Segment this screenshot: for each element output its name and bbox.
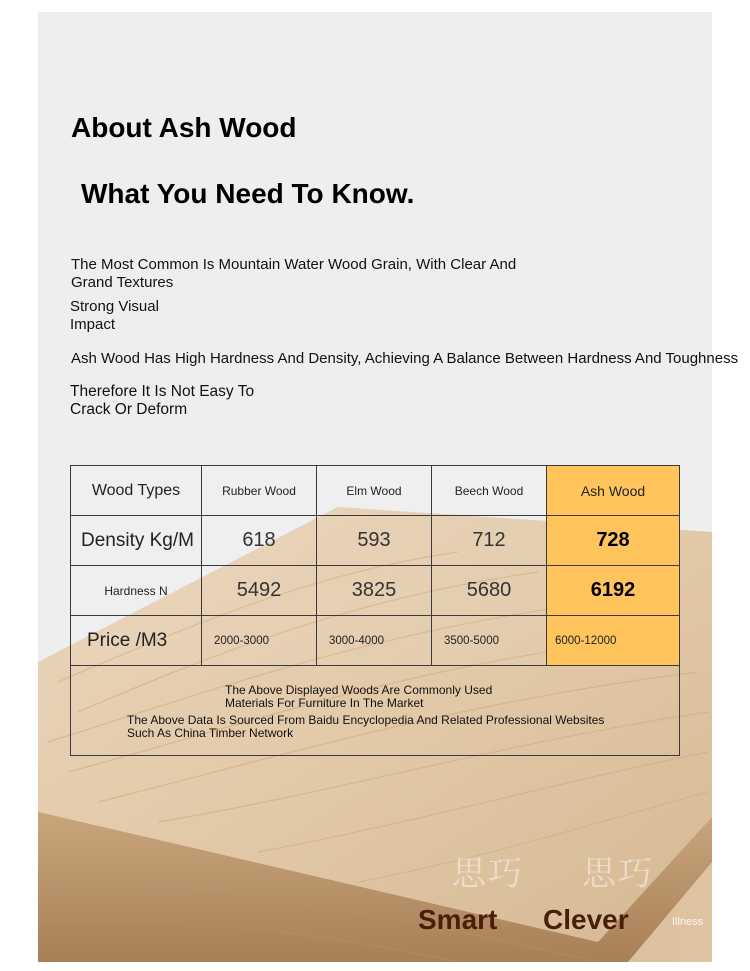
note-common-woods-line1: The Above Displayed Woods Are Commonly Used xyxy=(225,683,493,697)
note-common-woods xyxy=(225,684,492,710)
density-elm: 593 xyxy=(316,515,432,566)
density-ash: 728 xyxy=(546,515,680,566)
table-notes-cell xyxy=(70,665,680,756)
paragraph-grain-line1: The Most Common Is Mountain Water Wood Grain, With Clear And xyxy=(71,256,517,273)
price-beech: 3500-5000 xyxy=(431,615,547,666)
price-elm: 3000-4000 xyxy=(316,615,432,666)
density-beech: 712 xyxy=(431,515,547,566)
watermark-left: 思巧 xyxy=(452,854,524,894)
header-elm-wood: Elm Wood xyxy=(316,465,432,516)
price-ash: 6000-12000 xyxy=(546,615,680,666)
brand-small-text: Illness xyxy=(672,916,704,928)
hardness-ash: 6192 xyxy=(546,565,680,616)
wood-comparison-table xyxy=(70,465,680,756)
row-label-price: Price /M3 xyxy=(70,615,202,666)
price-rubber: 2000-3000 xyxy=(201,615,317,666)
paragraph-visual-line2: Impact xyxy=(70,316,116,333)
row-label-density: Density Kg/M xyxy=(70,515,202,566)
brand-clever: Clever xyxy=(543,904,629,935)
header-ash-wood: Ash Wood xyxy=(546,465,680,516)
page-title: About Ash Wood xyxy=(71,112,297,143)
density-rubber: 618 xyxy=(201,515,317,566)
hardness-elm: 3825 xyxy=(316,565,432,616)
note-data-source-line1: The Above Data Is Sourced From Baidu Encyclopedia And Related Professional Websites xyxy=(127,713,605,727)
brand-smart: Smart xyxy=(418,904,498,935)
hardness-rubber: 5492 xyxy=(201,565,317,616)
paragraph-grain-line2: Grand Textures xyxy=(71,274,174,291)
hardness-beech: 5680 xyxy=(431,565,547,616)
header-rubber-wood: Rubber Wood xyxy=(201,465,317,516)
page-subtitle: What You Need To Know. xyxy=(81,178,415,209)
paragraph-grain xyxy=(71,256,516,292)
note-data-source xyxy=(127,714,604,740)
note-data-source-line2: Such As China Timber Network xyxy=(127,726,294,740)
paragraph-deform-line2: Crack Or Deform xyxy=(70,401,188,418)
paragraph-visual xyxy=(70,298,159,334)
paragraph-hardness: Ash Wood Has High Hardness And Density, Achieving A Balance Between Hardness And Toughness xyxy=(71,350,739,367)
header-beech-wood: Beech Wood xyxy=(431,465,547,516)
row-label-hardness: Hardness N xyxy=(70,565,202,616)
paragraph-deform-line1: Therefore It Is Not Easy To xyxy=(70,383,255,400)
note-common-woods-line2: Materials For Furniture In The Market xyxy=(225,696,424,710)
paragraph-deform xyxy=(70,383,254,419)
paragraph-visual-line1: Strong Visual xyxy=(70,298,159,315)
watermark-right: 思巧 xyxy=(582,854,654,894)
header-wood-types: Wood Types xyxy=(70,465,202,516)
